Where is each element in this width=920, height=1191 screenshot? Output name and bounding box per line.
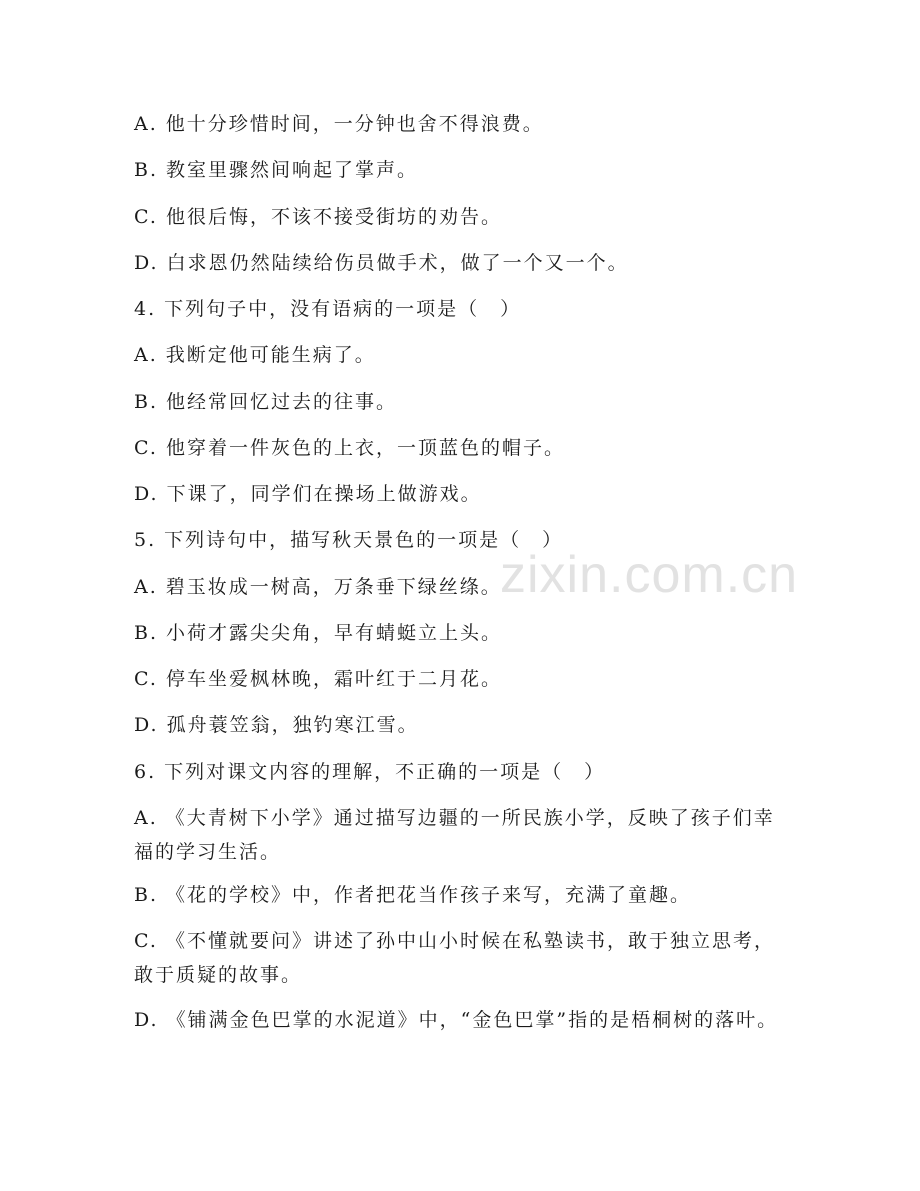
question-5-option-c: C. 停车坐爱枫林晚，霜叶红于二月花。 (134, 668, 502, 690)
question-6-stem: 6. 下列对课文内容的理解，不正确的一项是（ ） (134, 761, 606, 783)
question-5-option-a: A. 碧玉妆成一树高，万条垂下绿丝绦。 (134, 576, 502, 598)
question-4-option-a: A. 我断定他可能生病了。 (134, 344, 376, 366)
question-5-option-d: D. 孤舟蓑笠翁，独钓寒江雪。 (134, 714, 419, 736)
question-3-option-c: C. 他很后悔，不该不接受街坊的劝告。 (134, 206, 502, 228)
question-3-option-b: B. 教室里骤然间响起了掌声。 (134, 159, 419, 181)
question-6-option-b: B. 《花的学校》中，作者把花当作孩子来写，充满了童趣。 (134, 884, 692, 906)
question-4-option-c: C. 他穿着一件灰色的上衣，一顶蓝色的帽子。 (134, 437, 565, 459)
question-5-option-b: B. 小荷才露尖尖角，早有蜻蜓立上头。 (134, 622, 503, 644)
question-4-option-d: D. 下课了，同学们在操场上做游戏。 (134, 483, 482, 505)
question-3-option-a: A. 他十分珍惜时间，一分钟也舍不得浪费。 (134, 113, 544, 135)
question-6-option-c: C. 《不懂就要问》讲述了孙中山小时候在私塾读书，敢于独立思考，敢于质疑的故事。 (134, 930, 775, 986)
question-4-option-b: B. 他经常回忆过去的往事。 (134, 391, 398, 413)
watermark: zixin.com.cn (500, 546, 799, 604)
question-5-stem: 5. 下列诗句中，描写秋天景色的一项是（ ） (134, 529, 564, 551)
question-6-option-a: A. 《大青树下小学》通过描写边疆的一所民族小学，反映了孩子们幸福的学习生活。 (134, 807, 775, 863)
question-3-option-d: D. 白求恩仍然陆续给伤员做手术，做了一个又一个。 (134, 252, 629, 274)
question-6-option-d: D. 《铺满金色巴掌的水泥道》中，“金色巴掌”指的是梧桐树的落叶。 (134, 1009, 779, 1031)
question-4-stem: 4. 下列句子中，没有语病的一项是（ ） (134, 298, 522, 320)
